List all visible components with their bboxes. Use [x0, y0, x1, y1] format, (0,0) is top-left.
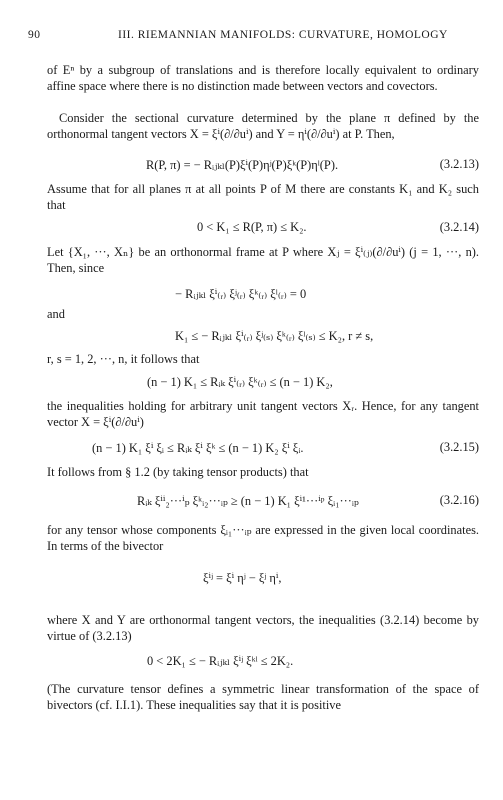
- equation-number: (3.2.15): [439, 440, 479, 454]
- equation-unnumbered-1: [47, 286, 479, 304]
- equation-3-2-14: [47, 220, 479, 238]
- equation-unnumbered-4: [47, 653, 479, 671]
- equation-body: ξⁱʲ = ξⁱ ηʲ − ξʲ ηⁱ,: [203, 571, 282, 585]
- equation-unnumbered-2: [47, 328, 479, 346]
- paragraph-4: Let {X₁, ···, Xₙ} be an orthonormal frame at P where Xⱼ = ξⁱ₍ⱼ₎(∂/∂uⁱ) (j = 1, ···, n). Then, since: [47, 245, 479, 275]
- equation-body: (n − 1) K₁ ξⁱ ξᵢ ≤ Rᵢₖ ξⁱ ξᵏ ≤ (n − 1) K₂ ξⁱ ξᵢ.: [92, 441, 304, 455]
- paragraph-6: r, s = 1, 2, ···, n, it follows that: [47, 352, 200, 366]
- equation-body: Rᵢₖ ξⁱⁱ₂···ⁱₚ ξᵏᵢ₂···ᵢₚ ≥ (n − 1) K₁ ξⁱ¹···ⁱᵖ ξᵢ₁···ᵢₚ: [137, 494, 359, 508]
- equation-body: 0 < 2K₁ ≤ − Rᵢⱼₖₗ ξⁱʲ ξᵏˡ ≤ 2K₂.: [147, 654, 294, 668]
- running-header: [28, 29, 480, 45]
- running-title: III. RIEMANNIAN MANIFOLDS: CURVATURE, HOMOLOGY: [118, 29, 448, 41]
- page-number: 90: [28, 29, 41, 41]
- paragraph-11: (The curvature tensor defines a symmetric linear transformation of the space of bivectors (cf. I.I.1). These inequalities say that it is positive: [47, 682, 479, 712]
- paragraph-10: where X and Y are orthonormal tangent vectors, the inequalities (3.2.14) become by virtue of (3.2.13): [47, 613, 479, 643]
- paragraph-2: Consider the sectional curvature determined by the plane π defined by the orthonormal tangent vectors X = ξⁱ(∂/∂uⁱ) and Y = ηⁱ(∂/∂uⁱ) at P. Then,: [47, 111, 479, 141]
- equation-3-2-15: [47, 440, 479, 458]
- equation-3-2-16: [47, 493, 479, 511]
- equation-number: (3.2.14): [439, 220, 479, 234]
- paragraph-1: of Eⁿ by a subgroup of translations and is therefore locally equivalent to ordinary affine space where there is no distinction made between vectors and covectors.: [47, 63, 479, 93]
- equation-unnumbered-3: [47, 374, 479, 392]
- equation-body: R(P, π) = − Rᵢⱼₖₗ(P)ξⁱ(P)ηʲ(P)ξᵏ(P)ηˡ(P).: [146, 158, 339, 172]
- equation-body: K₁ ≤ − Rᵢⱼₖₗ ξⁱ₍ᵣ₎ ξʲ₍ₛ₎ ξᵏ₍ᵣ₎ ξˡ₍ₛ₎ ≤ K₂, r ≠ s,: [175, 329, 374, 343]
- equation-bivector: [47, 570, 479, 588]
- paragraph-7: the inequalities holding for arbitrary unit tangent vectors Xᵣ. Hence, for any tangent vector X = ξⁱ(∂/∂uⁱ): [47, 399, 479, 429]
- paragraph-9: for any tensor whose components ξᵢ₁···ᵢₚ are expressed in the given local coordinates. In terms of the bivector: [47, 523, 479, 553]
- paragraph-8: It follows from § 1.2 (by taking tensor products) that: [47, 465, 309, 479]
- equation-body: 0 < K₁ ≤ R(P, π) ≤ K₂.: [197, 220, 307, 234]
- equation-3-2-13: [47, 157, 479, 175]
- equation-body: − Rᵢⱼₖₗ ξⁱ₍ᵣ₎ ξʲ₍ᵣ₎ ξᵏ₍ᵣ₎ ξˡ₍ᵣ₎ = 0: [175, 287, 307, 301]
- paragraph-3: Assume that for all planes π at all points P of M there are constants K₁ and K₂ such that: [47, 182, 479, 212]
- equation-body: (n − 1) K₁ ≤ Rᵢₖ ξⁱ₍ᵣ₎ ξᵏ₍ᵣ₎ ≤ (n − 1) K₂,: [147, 375, 333, 389]
- equation-number: (3.2.16): [439, 493, 479, 507]
- equation-number: (3.2.13): [439, 157, 479, 171]
- paragraph-5: and: [47, 307, 65, 321]
